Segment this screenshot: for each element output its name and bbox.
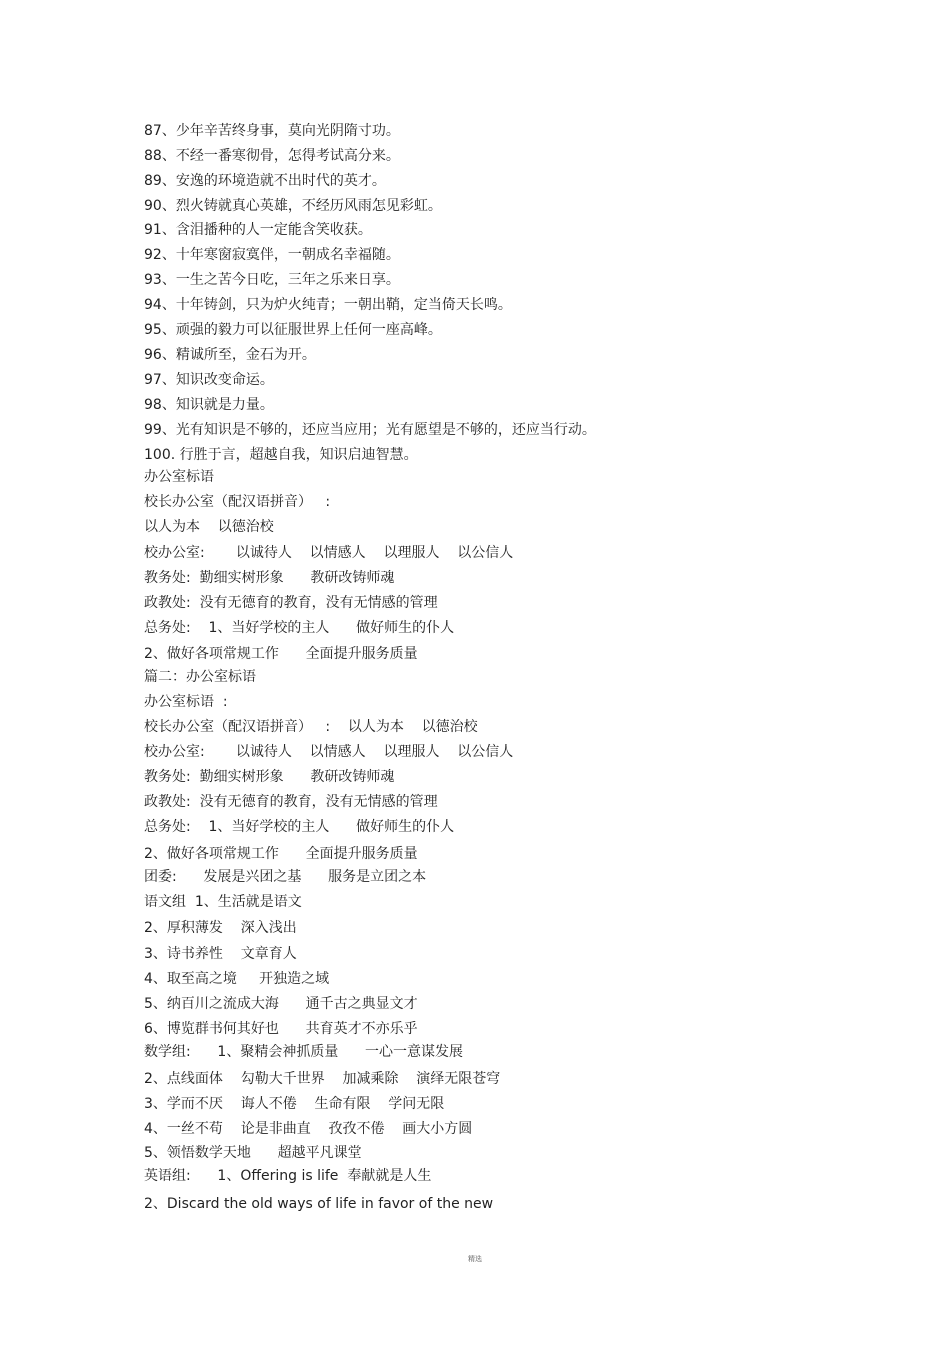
text-line: 总务处: 1、当好学校的主人 做好师生的仆人 (144, 620, 455, 636)
section-heading: 办公室标语 (144, 469, 214, 485)
text-line: 4、取至高之境 开独造之域 (144, 971, 330, 987)
text-line: 5、纳百川之流成大海 通千古之典显文才 (144, 996, 418, 1012)
text-line: 教务处: 勤细实树形象 教研改铸师魂 (144, 769, 395, 785)
text-line: 95、顽强的毅力可以征服世界上任何一座高峰。 (144, 322, 442, 338)
text-line: 93、一生之苦今日吃，三年之乐来日享。 (144, 272, 400, 288)
text-line: 团委: 发展是兴团之基 服务是立团之本 (144, 869, 427, 885)
text-line: 89、安逸的环境造就不出时代的英才。 (144, 173, 386, 189)
text-line: 2、厚积薄发 深入浅出 (144, 920, 297, 936)
text-line: 3、学而不厌 诲人不倦 生命有限 学问无限 (144, 1096, 445, 1112)
text-line: 94、十年铸剑，只为炉火纯青；一朝出鞘，定当倚天长鸣。 (144, 297, 512, 313)
text-line: 校办公室: 以诚待人 以情感人 以理服人 以公信人 (144, 545, 514, 561)
text-line: 91、含泪播种的人一定能含笑收获。 (144, 222, 372, 238)
text-line: 4、一丝不苟 论是非曲直 孜孜不倦 画大小方圆 (144, 1121, 473, 1137)
text-line: 92、十年寒窗寂寞伴，一朝成名幸福随。 (144, 247, 400, 263)
text-line: 政教处: 没有无德育的教育，没有无情感的管理 (144, 595, 438, 611)
text-line: 5、领悟数学天地 超越平凡课堂 (144, 1145, 362, 1161)
text-line: 96、精诚所至，金石为开。 (144, 347, 316, 363)
text-line: 97、知识改变命运。 (144, 372, 274, 388)
text-line: 99、光有知识是不够的，还应当应用；光有愿望是不够的，还应当行动。 (144, 422, 596, 438)
text-line: 90、烈火铸就真心英雄，不经历风雨怎见彩虹。 (144, 198, 442, 214)
text-line: 英语组: 1、Offering is life 奉献就是人生 (144, 1168, 432, 1184)
text-line: 语文组 1、生活就是语文 (144, 894, 302, 910)
text-line: 校长办公室（配汉语拼音） : 以人为本 以德治校 (144, 719, 478, 735)
text-line: 2、做好各项常规工作 全面提升服务质量 (144, 646, 418, 662)
text-line: 2、点线面体 勾勒大千世界 加减乘除 演绎无限苍穹 (144, 1071, 501, 1087)
text-line: 校办公室: 以诚待人 以情感人 以理服人 以公信人 (144, 744, 514, 760)
text-line: 6、博览群书何其好也 共育英才不亦乐乎 (144, 1021, 418, 1037)
text-line: 88、不经一番寒彻骨，怎得考试高分来。 (144, 148, 400, 164)
text-line: 98、知识就是力量。 (144, 397, 274, 413)
text-line: 3、诗书养性 文章育人 (144, 946, 297, 962)
section-heading: 篇二：办公室标语 (144, 669, 256, 685)
text-line: 2、Discard the old ways of life in favor of the new (144, 1196, 494, 1212)
text-line: 数学组: 1、聚精会神抓质量 一心一意谋发展 (144, 1044, 464, 1060)
page-footer: 精选 (468, 1255, 482, 1263)
text-line: 以人为本 以德治校 (144, 519, 274, 535)
text-line: 87、少年辛苦终身事，莫向光阴隋寸功。 (144, 123, 400, 139)
text-line: 政教处: 没有无德育的教育，没有无情感的管理 (144, 794, 438, 810)
text-line: 校长办公室（配汉语拼音） : (144, 494, 331, 510)
text-line: 总务处: 1、当好学校的主人 做好师生的仆人 (144, 819, 455, 835)
text-line: 2、做好各项常规工作 全面提升服务质量 (144, 846, 418, 862)
text-line: 100. 行胜于言，超越自我，知识启迪智慧。 (144, 447, 418, 463)
text-line: 教务处: 勤细实树形象 教研改铸师魂 (144, 570, 395, 586)
text-line: 办公室标语 : (144, 694, 228, 710)
